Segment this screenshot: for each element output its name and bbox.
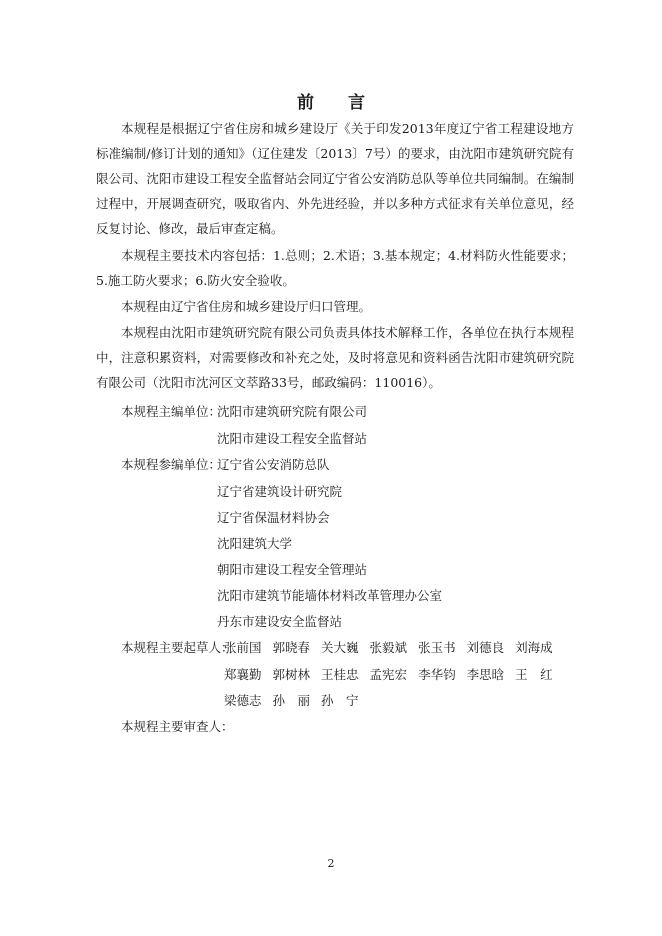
drafter-name: 刘海成 (515, 640, 553, 655)
participating-unit-item: 辽宁省保温材料协会 (217, 510, 330, 525)
drafter-name: 孙 丽 (272, 693, 311, 708)
page-number: 2 (327, 857, 335, 870)
drafter-name: 张玉书 (418, 640, 456, 655)
drafter-name: 王 红 (515, 667, 553, 682)
page-title: 前 言 (297, 93, 379, 113)
drafter-name: 张毅斌 (369, 640, 408, 655)
drafter-name: 孟宪宏 (369, 667, 408, 682)
participating-units-label: 本规程参编单位： (121, 457, 222, 472)
participating-unit-item: 辽宁省公安消防总队 (217, 457, 330, 472)
reviewers-label: 本规程主要审查人： (121, 719, 234, 734)
drafter-name: 王桂忠 (321, 667, 359, 682)
drafter-name: 梁德志 (224, 693, 262, 708)
drafter-name: 郭晓春 (272, 640, 311, 655)
participating-unit-item: 朝阳市建设工程安全管理站 (217, 562, 368, 577)
paragraph-contents: 本规程主要技术内容包括：1.总则；2.术语；3.基本规定；4.材料防火性能要求；5.施工防火要求；6.防火安全验收。 (96, 248, 574, 288)
drafters-row (224, 693, 584, 709)
participating-unit-item: 辽宁省建筑设计研究院 (217, 484, 343, 499)
paragraph-management: 本规程由辽宁省住房和城乡建设厅归口管理。 (121, 299, 372, 314)
drafter-name: 孙 宁 (321, 693, 359, 708)
drafter-name: 李华钧 (418, 667, 456, 682)
participating-unit-item: 沈阳市建筑节能墙体材料改革管理办公室 (217, 588, 443, 603)
drafters-row (224, 667, 584, 683)
participating-unit-item: 丹东市建设安全监督站 (217, 614, 343, 629)
paragraph-interpretation: 本规程由沈阳市建筑研究院有限公司负责具体技术解释工作，各单位在执行本规程中，注意积累资料，对需要修改和补充之处，及时将意见和资料函告沈阳市建筑研究院有限公司（沈阳市沈河区文萃路33号，邮政编码：110016）。 (96, 325, 574, 390)
drafter-name: 关大巍 (321, 640, 359, 655)
drafter-name: 郑襄勤 (224, 667, 262, 682)
paragraph-basis: 本规程是根据辽宁省住房和城乡建设厅《关于印发2013年度辽宁省工程建设地方标准编制/修订计划的通知》（辽住建发〔2013〕7号）的要求，由沈阳市建筑研究院有限公司、沈阳市建设工程安全监督站会同辽宁省公安消防总队等单位共同编制。在编制过程中，开展调查研究，吸取省内、外先进经验，并以多种方式征求有关单位意见，经反复讨论、修改，最后审查定稿。 (96, 121, 574, 236)
chief-units-label: 本规程主编单位： (121, 404, 222, 419)
drafters-row (224, 640, 584, 656)
drafter-name: 李思晗 (466, 667, 505, 682)
drafter-name: 刘德良 (466, 640, 505, 655)
drafters-label: 本规程主要起草人： (121, 640, 234, 655)
chief-unit-item: 沈阳市建筑研究院有限公司 (217, 404, 368, 419)
drafter-name: 郭树林 (272, 667, 311, 682)
participating-unit-item: 沈阳建筑大学 (217, 536, 293, 551)
drafter-name: 张前国 (224, 640, 262, 655)
chief-unit-item: 沈阳市建设工程安全监督站 (217, 431, 368, 446)
